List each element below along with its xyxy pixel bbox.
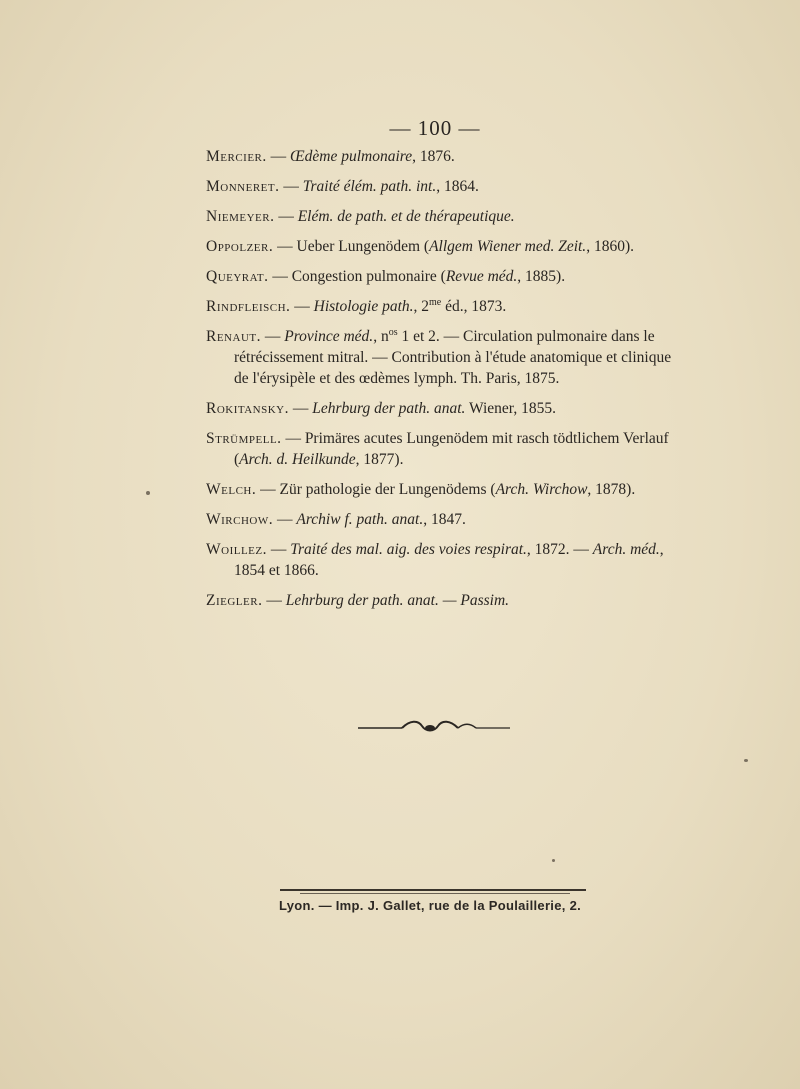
entry-title: Traité des mal. aig. des voies respirat. [290,541,527,558]
entry-text: — [279,178,303,195]
entry-text: — [289,400,313,417]
bibliography-entry [206,539,676,581]
entry-text: , 1860). [586,238,634,255]
entry-author: Strümpell. [206,430,282,447]
entry-text: — [273,511,297,528]
entry-text: — [267,541,291,558]
entry-text: — [266,148,291,165]
entry-author: Queyrat. [206,268,269,285]
entry-text: , 1864. [436,178,479,195]
printer-imprint: Lyon. — Imp. J. Gallet, rue de la Poulaillerie, 2. [278,898,582,913]
entry-text: — Ueber Lungenödem ( [273,238,430,255]
entry-author: Rokitansky. [206,400,289,417]
footer-rule-thin [300,893,570,894]
entry-title: Œdème pulmonaire [290,148,413,165]
entry-text: , 1854 et 1866. [234,541,664,579]
bibliography-entry [206,296,676,317]
entry-author: Woillez. [206,541,267,558]
entry-title: Arch. méd. [592,541,660,558]
entry-text: , 1878). [587,481,636,498]
entry-author: Mercier. [206,148,267,165]
entry-text: , 1876. [412,148,455,165]
entry-title: Histologie path. [313,298,414,315]
entry-author: Rindfleisch. [206,298,291,315]
entry-title: Arch. Wirchow [495,481,588,498]
entry-author: Wirchow. [206,511,274,528]
entry-title: Archiw f. path. anat. [296,511,424,528]
entry-author: Renaut. [206,328,261,345]
entry-text: — Primäres acutes Lungenödem mit rasch tödtlichem Verlauf ( [234,430,669,468]
entry-text: , 1847. [423,511,466,528]
bibliography-entry [206,428,676,470]
entry-text: 1 et 2. — Circulation pulmonaire dans le rétrécissement mitral. — Contribution à l'étude anatomique et clinique de l'érysipèle et des œdèmes lymph. Th. Paris, 1875. [234,328,672,387]
entry-text: éd., 1873. [441,298,507,315]
entry-text: , 1885). [517,268,566,285]
bibliography-entry [206,398,676,419]
entry-author: Ziegler. [206,592,263,609]
entry-text: , 1877). [355,451,404,468]
page-number: — 100 — [389,116,481,140]
paper-speck [744,759,748,762]
bibliography-entry [206,326,676,389]
bibliography-entry [206,590,676,611]
entry-author: Oppolzer. [206,238,274,255]
entry-author: Niemeyer. [206,208,275,225]
entry-title: Arch. d. Heilkunde [239,451,356,468]
entry-text: , n [373,328,389,345]
entry-author: Welch. [206,481,257,498]
entry-text: — [262,592,286,609]
entry-text: — [274,208,298,225]
footer-rule [280,889,586,891]
entry-title: Traité élém. path. int. [302,178,437,195]
entry-text: — Congestion pulmonaire ( [268,268,446,285]
entry-superscript: os [388,326,398,338]
bibliography-entry [206,266,676,287]
ornament-divider-icon [350,716,520,738]
entry-title: Revue méd. [445,268,518,285]
entry-title: Lehrburg der path. anat. [312,400,466,417]
entry-text: , 1872. — [526,541,593,558]
entry-title: Lehrburg der path. anat. — Passim. [285,592,510,609]
entry-text: — [260,328,285,345]
entry-title: Allgem Wiener med. Zeit. [429,238,587,255]
entry-text: Wiener, 1855. [465,400,556,417]
entry-text: , 2 [413,298,430,315]
entry-text: — [290,298,314,315]
paper-speck [146,491,150,495]
bibliography-entry [206,509,676,530]
entry-title: Elém. de path. et de thérapeutique. [297,208,515,225]
bibliography-entry [206,176,676,197]
entry-title: Province méd. [284,328,374,345]
bibliography-entry [206,479,676,500]
bibliography-list [206,146,676,620]
paper-speck [552,859,555,862]
entry-text: — Zür pathologie der Lungenödems ( [256,481,496,498]
bibliography-entry [206,236,676,257]
bibliography-entry [206,146,676,167]
entry-superscript: me [429,296,442,308]
entry-author: Monneret. [206,178,280,195]
bibliography-entry [206,206,676,227]
